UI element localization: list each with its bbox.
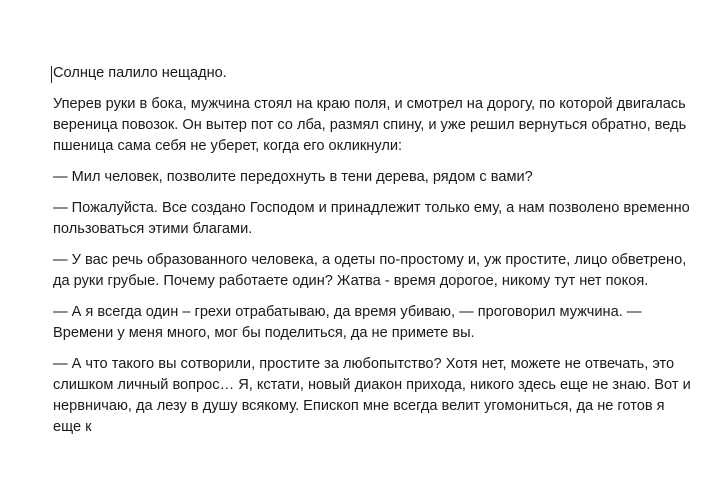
paragraph-5: — У вас речь образованного человека, а одеты по-простому и, уж простите, лицо обветрено, да руки грубые. Почему работаете один? Жатва - время дорогое, никому тут нет покоя. <box>53 252 687 289</box>
text-cursor <box>51 66 52 83</box>
paragraph-4: — Пожалуйста. Все создано Господом и принадлежит только ему, а нам позволено временно пользоваться этими благами. <box>53 200 690 237</box>
paragraph-7: — А что такого вы сотворили, простите за любопытство? Хотя нет, можете не отвечать, это слишком личный вопрос… Я, кстати, новый диакон прихода, никого здесь еще не знаю. Вот и нервничаю, да лезу в душу всякому. Епископ мне всегда велит угомониться, да не готов я еще к <box>53 356 691 435</box>
paragraph-6: — А я всегда один – грехи отрабатываю, да время убиваю, — проговорил мужчина. — Времени у меня много, мог бы поделиться, да не примете вы. <box>53 304 642 341</box>
document-body[interactable] <box>53 63 693 435</box>
paragraph-3: — Мил человек, позволите передохнуть в тени дерева, рядом с вами? <box>53 169 533 185</box>
paragraph-2: Уперев руки в бока, мужчина стоял на краю поля, и смотрел на дорогу, по которой двигалась вереница повозок. Он вытер пот со лба, размял спину, и уже решил вернуться обратно, ведь пшеница сама себя не уберет, когда его окликнули: <box>53 96 687 154</box>
paragraph-1: Солнце палило нещадно. <box>53 65 227 81</box>
